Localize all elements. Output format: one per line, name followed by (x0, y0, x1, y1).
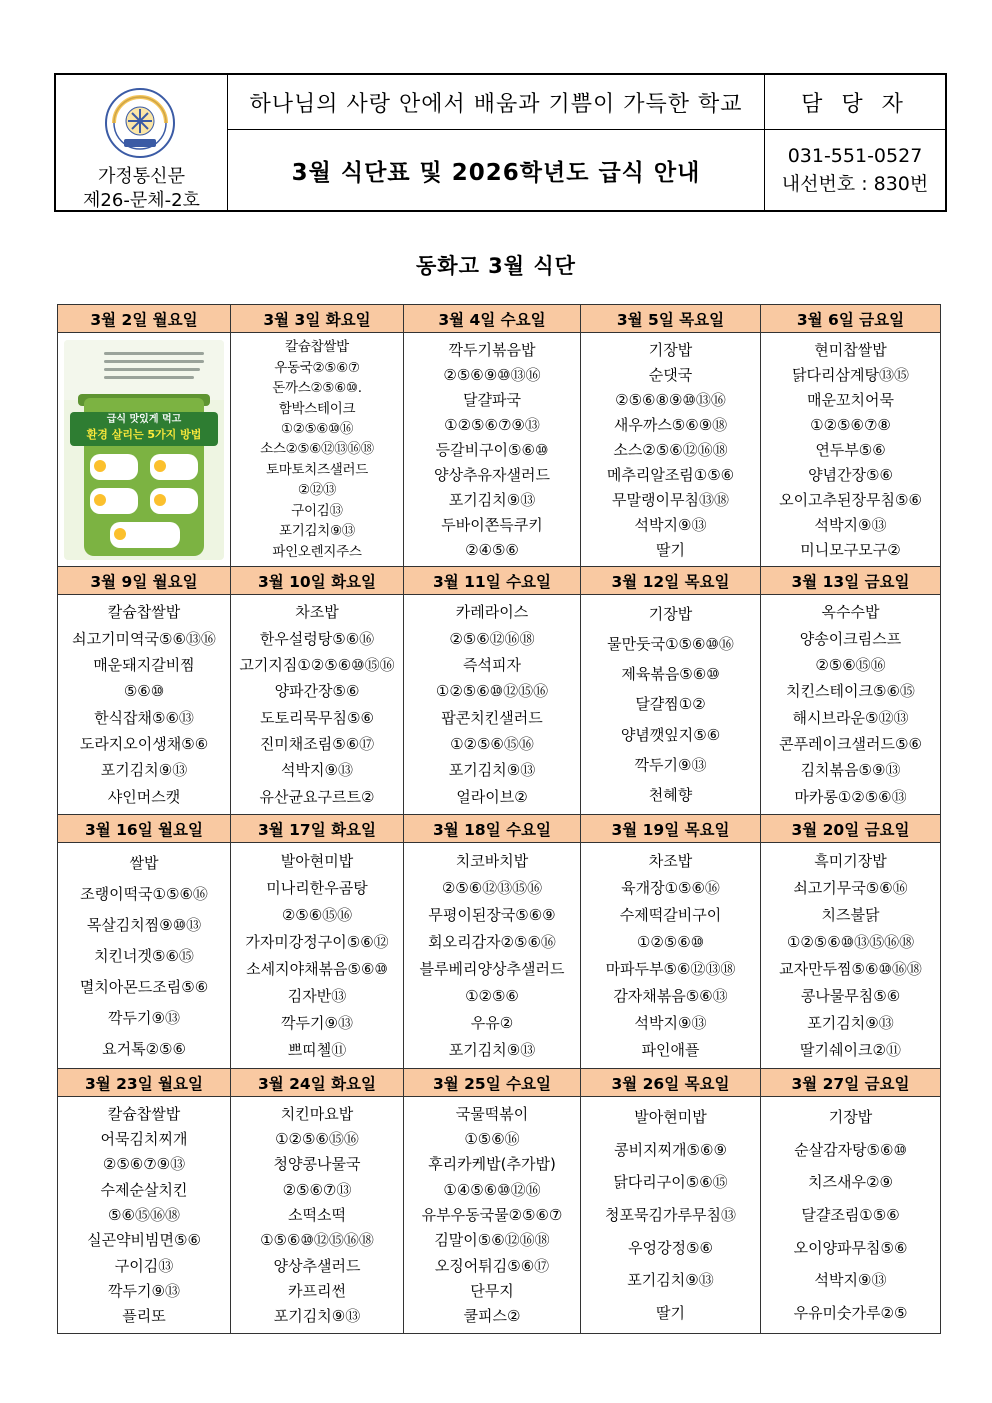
menu-item: 파인애플 (641, 1041, 700, 1060)
day-header: 3월 5일 목요일 (581, 305, 761, 333)
menu-item: 한우설렁탕⑤⑥⑯ (259, 629, 375, 648)
day-menu-cell (761, 1097, 941, 1334)
menu-item: 석박지⑨⑬ (634, 515, 707, 534)
menu-item: ⑤⑥⑩ (123, 682, 165, 701)
menu-item: 요거톡②⑤⑥ (102, 1039, 186, 1058)
day-menu-cell (404, 595, 581, 815)
day-menu-cell (404, 333, 581, 567)
menu-item: ①④⑤⑥⑩⑫⑯ (443, 1180, 541, 1199)
menu-item: 쇠고기미역국⑤⑥⑬⑯ (72, 629, 216, 648)
menu-item: 마파두부⑤⑥⑫⑬⑱ (605, 960, 736, 979)
day-header: 3월 27일 금요일 (761, 1069, 941, 1097)
menu-item: 현미찹쌀밥 (814, 340, 887, 359)
menu-item: 치코바치밥 (455, 851, 529, 870)
menu-item: 오이양파무침⑤⑥ (793, 1238, 908, 1257)
menu-item: ②⑤⑥⑫⑬⑮⑯ (441, 878, 543, 897)
menu-item: 포기김치⑨⑬ (448, 1041, 536, 1060)
day-header: 3월 9일 월요일 (58, 567, 231, 595)
menu-item: 김자반⑬ (287, 987, 347, 1006)
day-header: 3월 19일 목요일 (581, 815, 761, 843)
menu-item: 연두부⑤⑥ (815, 440, 886, 459)
menu-row (58, 333, 941, 567)
menu-item: 실곤약비빔면⑤⑥ (87, 1231, 201, 1250)
page-title: 동화고 3월 식단 (416, 254, 576, 278)
menu-item: 딸기 (656, 1303, 685, 1322)
menu-item: 단무지 (470, 1281, 514, 1300)
day-header-row (58, 567, 941, 595)
menu-item: 양상추샐러드 (273, 1256, 361, 1275)
contact-extension: 내선번호 : 830번 (781, 173, 929, 195)
menu-item: ①⑤⑥⑩⑫⑮⑯⑱ (260, 1231, 374, 1250)
day-menu-cell (581, 1097, 761, 1334)
menu-item: 소스②⑤⑥⑫⑬⑯⑱ (260, 441, 374, 458)
day-menu-cell (58, 1097, 231, 1334)
menu-item: ①⑤⑥⑯ (464, 1129, 520, 1148)
menu-item: 치즈새우②⑨ (808, 1173, 893, 1192)
menu-item: 깍두기볶음밥 (448, 340, 536, 359)
menu-item: 옥수수밥 (821, 603, 880, 622)
menu-item: ②⑤⑥⑮⑯ (815, 655, 886, 674)
day-menu-cell (761, 333, 941, 567)
menu-item: ①②⑤⑥⑮⑯ (450, 735, 534, 754)
menu-item: 감자채볶음⑤⑥⑬ (613, 987, 728, 1006)
menu-item: 얼라이브② (456, 787, 528, 806)
day-header: 3월 13일 금요일 (761, 567, 941, 595)
menu-item: ②⑤⑥⑨⑩⑬⑯ (443, 365, 541, 384)
menu-item: 무말랭이무침⑬⑱ (612, 490, 729, 509)
menu-item: 팝콘치킨샐러드 (441, 708, 543, 727)
day-menu-cell (581, 595, 761, 815)
day-menu-cell (761, 595, 941, 815)
day-menu-cell (404, 1097, 581, 1334)
day-header: 3월 16일 월요일 (58, 815, 231, 843)
menu-item: 포기김치⑨⑬ (273, 1307, 361, 1326)
menu-item: 딸기쉐이크②⑪ (800, 1041, 901, 1060)
menu-item: 달걀찜①② (635, 695, 706, 714)
menu-item: ⑤⑥⑮⑯⑱ (108, 1205, 180, 1224)
menu-item: 카프리썬 (288, 1281, 346, 1300)
menu-item: 기장밥 (828, 1108, 873, 1127)
menu-item: 김치볶음⑤⑨⑬ (800, 761, 901, 780)
day-header-row (58, 1069, 941, 1097)
day-header: 3월 2일 월요일 (58, 305, 231, 333)
menu-item: 차조밥 (648, 851, 693, 870)
menu-table (57, 304, 941, 1334)
menu-item: ①②⑤⑥⑩ (636, 932, 705, 951)
day-header-row (58, 815, 941, 843)
day-menu-cell (231, 843, 404, 1069)
menu-item: 칼슘찹쌀밥 (285, 339, 349, 356)
menu-item: 오이고추된장무침⑤⑥ (779, 490, 922, 509)
menu-item: 천혜향 (648, 785, 693, 804)
menu-item: ②⑤⑥⑦⑬ (282, 1180, 352, 1199)
menu-item: 쿨피스② (463, 1307, 521, 1326)
menu-item: 석박지⑨⑬ (281, 761, 353, 780)
menu-item: 양념깻잎지⑤⑥ (620, 725, 721, 744)
menu-item: ②⑤⑥⑦⑨⑬ (102, 1155, 186, 1174)
day-menu-cell (58, 595, 231, 815)
menu-item: 고기지짐①②⑤⑥⑩⑮⑯ (239, 655, 395, 674)
menu-item: 포기김치⑨⑬ (448, 761, 536, 780)
menu-item: 깍두기⑨⑬ (281, 1014, 353, 1033)
day-menu-cell (231, 333, 404, 567)
menu-item: 함박스테이크 (278, 400, 356, 417)
menu-item: 파인오렌지주스 (272, 543, 362, 560)
menu-item: 깍두기⑨⑬ (634, 755, 707, 774)
school-emblem-icon (104, 87, 176, 159)
menu-item: 양념간장⑤⑥ (808, 465, 893, 484)
menu-item: ②⑤⑥⑧⑨⑩⑬⑯ (615, 390, 726, 409)
menu-item: 달걀조림①⑤⑥ (801, 1205, 900, 1224)
day-menu-cell (581, 333, 761, 567)
menu-item: ②④⑤⑥ (465, 540, 519, 559)
menu-item: ①②⑤⑥⑩⑯ (280, 421, 354, 438)
doc-type: 가정통신문 (98, 166, 185, 187)
school-motto: 하나님의 사랑 안에서 배움과 기쁨이 가득한 학교 (228, 75, 764, 130)
menu-item: 조랭이떡국①⑤⑥⑯ (80, 884, 208, 903)
menu-item: 포기김치⑨⑬ (627, 1271, 714, 1290)
menu-item: 무평이된장국⑤⑥⑨ (428, 905, 556, 924)
menu-item: 멸치아몬드조림⑤⑥ (79, 977, 209, 996)
day-header: 3월 11일 수요일 (404, 567, 581, 595)
menu-item: 후리카케밥(추가밥) (428, 1155, 556, 1174)
menu-item: 진미채조림⑤⑥⑰ (259, 735, 375, 754)
menu-item: 즉석피자 (463, 655, 521, 674)
menu-item: 쁘띠첼⑪ (287, 1041, 347, 1060)
poster-banner-line1: 급식 맛있게 먹고 (106, 413, 182, 425)
menu-item: 콘푸레이크샐러드⑤⑥ (779, 735, 922, 754)
menu-item: 오징어튀김⑤⑥⑰ (434, 1256, 550, 1275)
poster-banner-line2: 환경 살리는 5가지 방법 (86, 427, 202, 441)
menu-item: ①②⑤⑥⑩⑫⑮⑯ (435, 682, 549, 701)
menu-item: 미나리한우곰탕 (266, 878, 368, 897)
menu-item: 미니모구모구② (800, 540, 901, 559)
menu-item: ①②⑤⑥⑮⑯ (275, 1129, 359, 1148)
menu-item: 청포묵김가루무침⑬ (605, 1205, 736, 1224)
menu-item: 매운꼬치어묵 (807, 390, 894, 409)
menu-item: 마카롱①②⑤⑥⑬ (794, 787, 907, 806)
menu-item: 카레라이스 (455, 603, 529, 622)
menu-item: 쇠고기무국⑤⑥⑯ (793, 878, 908, 897)
day-menu-cell (231, 1097, 404, 1334)
menu-row (58, 595, 941, 815)
day-header: 3월 25일 수요일 (404, 1069, 581, 1097)
menu-item: 깍두기⑨⑬ (108, 1281, 180, 1300)
menu-item: 양상추유자샐러드 (434, 465, 550, 484)
menu-item: 국물떡볶이 (455, 1104, 529, 1123)
menu-item: 메추리알조림①⑤⑥ (606, 465, 735, 484)
menu-item: 유산균요구르트② (259, 787, 375, 806)
menu-item: 소세지야채볶음⑤⑥⑩ (246, 960, 388, 979)
menu-item: 두바이쫀득쿠키 (441, 515, 543, 534)
menu-item: 양파간장⑤⑥ (274, 682, 360, 701)
menu-item: 등갈비구이⑤⑥⑩ (435, 440, 549, 459)
menu-item: 흑미기장밥 (814, 851, 887, 870)
day-header: 3월 10일 화요일 (231, 567, 404, 595)
contact-cell (765, 75, 945, 210)
day-header: 3월 20일 금요일 (761, 815, 941, 843)
menu-item: 닭다리삼계탕⑬⑮ (792, 365, 909, 384)
day-menu-cell (761, 843, 941, 1069)
menu-item: 해시브라운⑤⑫⑬ (792, 708, 909, 727)
menu-item: 도라지오이생채⑤⑥ (79, 735, 209, 754)
menu-item: 우유미숫가루②⑤ (793, 1303, 908, 1322)
day-menu-cell (58, 843, 231, 1069)
day-header-row (58, 305, 941, 333)
menu-item: 토마토치즈샐러드 (266, 461, 368, 478)
menu-item: 치킨너겟⑤⑥⑮ (94, 946, 194, 965)
menu-item: 석박지⑨⑬ (814, 1271, 887, 1290)
menu-item: 기장밥 (648, 340, 693, 359)
menu-item: 발아현미밥 (634, 1108, 707, 1127)
menu-item: 순댓국 (648, 365, 693, 384)
menu-item: 목살김치찜⑨⑩⑬ (86, 915, 202, 934)
menu-item: 석박지⑨⑬ (634, 1014, 707, 1033)
menu-item: 유부우동국물②⑤⑥⑦ (421, 1205, 563, 1224)
menu-item: 플리또 (122, 1307, 166, 1326)
menu-item: 칼슘찹쌀밥 (107, 603, 181, 622)
contact-label: 담 당 자 (765, 75, 945, 130)
day-menu-cell (404, 843, 581, 1069)
notice-title: 3월 식단표 및 2026학년도 급식 안내 (291, 159, 701, 186)
menu-item: 우동국②⑤⑥⑦ (274, 359, 360, 376)
menu-item: 양송이크림스프 (799, 629, 902, 648)
day-header: 3월 18일 수요일 (404, 815, 581, 843)
menu-item: 소스②⑤⑥⑫⑯⑱ (613, 440, 728, 459)
menu-item: 소떡소떡 (288, 1205, 346, 1224)
menu-item: 순살감자탕⑤⑥⑩ (794, 1140, 907, 1159)
day-header: 3월 24일 화요일 (231, 1069, 404, 1097)
day-header: 3월 23일 월요일 (58, 1069, 231, 1097)
menu-item: ①②⑤⑥ (465, 987, 519, 1006)
menu-item: 김말이⑤⑥⑫⑯⑱ (434, 1231, 550, 1250)
menu-item: 포기김치⑨⑬ (807, 1014, 894, 1033)
menu-item: ①②⑤⑥⑦⑨⑬ (444, 415, 540, 434)
day-header: 3월 17일 화요일 (231, 815, 404, 843)
menu-item: 우엉강정⑤⑥ (628, 1238, 713, 1257)
menu-item: 치킨마요밥 (280, 1104, 354, 1123)
doc-number: 제26-문체-2호 (83, 190, 200, 211)
day-header: 3월 4일 수요일 (404, 305, 581, 333)
menu-item: 블루베리양상추샐러드 (419, 960, 565, 979)
menu-item: 딸기 (656, 540, 685, 559)
menu-item: 매운돼지갈비찜 (93, 655, 195, 674)
menu-item: 어묵김치찌개 (100, 1129, 188, 1148)
menu-item: 차조밥 (295, 603, 339, 622)
menu-row (58, 843, 941, 1069)
poster-banner (70, 412, 218, 446)
menu-item: 달걀파국 (463, 390, 521, 409)
day-header: 3월 3일 화요일 (231, 305, 404, 333)
menu-item: 포기김치⑨⑬ (100, 761, 188, 780)
menu-item: 제육볶음⑤⑥⑩ (621, 665, 720, 684)
menu-item: 수제순살치킨 (100, 1180, 188, 1199)
menu-item: 닭다리구이⑤⑥⑮ (613, 1173, 728, 1192)
menu-item: ②⑤⑥⑫⑯⑱ (449, 629, 535, 648)
menu-item: 석박지⑨⑬ (814, 515, 887, 534)
header-middle (228, 75, 765, 210)
day-menu-cell (58, 333, 231, 567)
menu-item: 교자만두찜⑤⑥⑩⑯⑱ (779, 960, 922, 979)
day-header: 3월 12일 목요일 (581, 567, 761, 595)
menu-item: 도토리묵무침⑤⑥ (260, 708, 374, 727)
menu-item: 치킨스테이크⑤⑥⑮ (786, 682, 915, 701)
menu-item: 포기김치⑨⑬ (448, 490, 536, 509)
menu-item: 발아현미밥 (280, 851, 354, 870)
menu-item: 쌀밥 (129, 853, 159, 872)
menu-item: 콩나물무침⑤⑥ (800, 987, 901, 1006)
day-header: 3월 6일 금요일 (761, 305, 941, 333)
menu-item: ②⑤⑥⑮⑯ (281, 905, 353, 924)
menu-item: 구이김⑬ (114, 1256, 174, 1275)
menu-item: 청양콩나물국 (273, 1155, 361, 1174)
menu-item: ①②⑤⑥⑩⑬⑮⑯⑱ (786, 932, 915, 951)
contact-phone: 031-551-0527 (787, 145, 923, 167)
menu-item: 구이김⑬ (291, 502, 343, 519)
menu-item: 치즈불닭 (821, 905, 880, 924)
menu-item: 수제떡갈비구이 (619, 905, 722, 924)
day-header: 3월 26일 목요일 (581, 1069, 761, 1097)
menu-item: 우유② (470, 1014, 514, 1033)
menu-item: ①②⑤⑥⑦⑧ (810, 415, 891, 434)
menu-item: ②⑫⑬ (297, 482, 337, 499)
menu-item: 기장밥 (648, 605, 693, 624)
menu-item: 콩비지찌개⑤⑥⑨ (614, 1140, 727, 1159)
menu-item: 한식잡채⑤⑥⑬ (94, 708, 194, 727)
menu-item: 돈까스②⑤⑥⑩. (272, 380, 362, 397)
menu-item: 포기김치⑨⑬ (279, 523, 355, 540)
day-menu-cell (231, 595, 404, 815)
menu-item: 깍두기⑨⑬ (108, 1008, 180, 1027)
school-logo-cell (56, 75, 228, 210)
menu-row (58, 1097, 941, 1334)
day-menu-cell (581, 843, 761, 1069)
menu-item: 새우까스⑤⑥⑨⑱ (613, 415, 728, 434)
menu-item: 칼슘찹쌀밥 (107, 1104, 181, 1123)
notice-header (54, 73, 947, 212)
eco-campaign-poster (64, 340, 224, 560)
menu-item: 육개장①⑤⑥⑯ (621, 878, 720, 897)
school-logo (104, 87, 176, 159)
menu-item: 회오리감자②⑤⑥⑯ (428, 932, 556, 951)
menu-item: 가자미강정구이⑤⑥⑫ (245, 932, 389, 951)
menu-item: 물만둣국①⑤⑥⑩⑯ (607, 635, 734, 654)
menu-item: 샤인머스캣 (107, 787, 181, 806)
